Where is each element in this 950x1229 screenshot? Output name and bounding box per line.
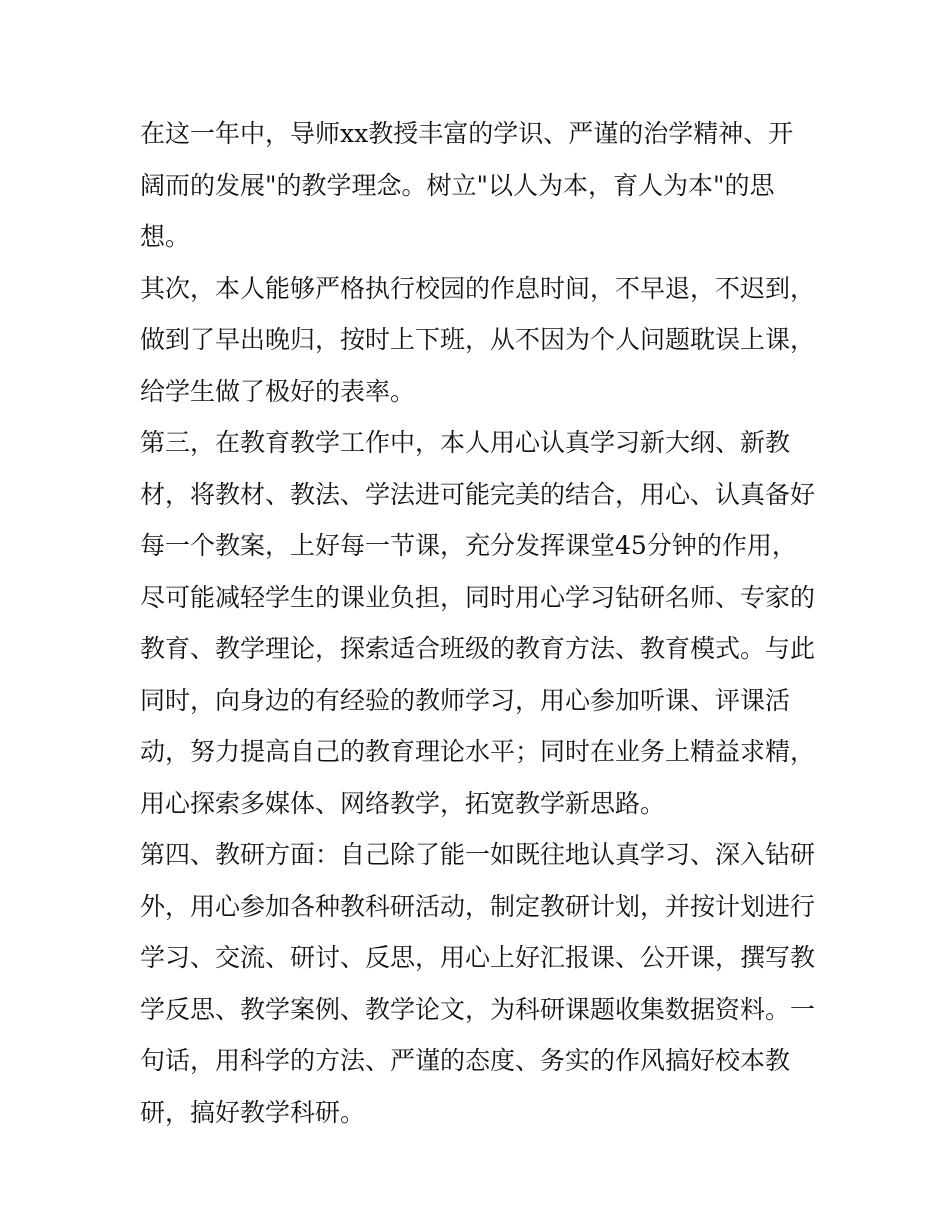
paragraph-advisor: 在这一年中，导师xx教授丰富的学识、严谨的治学精神、开 阔而的发展"的教学理念。树立"以人为本，育人为本"的思 想。 bbox=[140, 119, 794, 251]
paragraph-research: 第四、教研方面：自己除了能一如既往地认真学习、深入钻研 外，用心参加各种教科研活动，制定教研计划，并按计划进行 学习、交流、研讨、反思，用心上好汇报课、公开课，撰写教 学反思、教学案例、教学论文，为科研课题收集数据资料。一 句话，用科学的方法、严谨的态度、务实的作风搞好校本教 研，搞好教学科研。 bbox=[140, 840, 816, 1127]
paragraph-attendance: 其次，本人能够严格执行校园的作息时间，不早退，不迟到， 做到了早出晚归，按时上下班，从不因为个人问题耽误上课， 给学生做了极好的表率。 bbox=[140, 273, 816, 406]
paragraph-teaching: 第三，在教育教学工作中，本人用心认真学习新大纲、新教 材，将教材、教法、学法进可能完美的结合，用心、认真备好 每一个教案，上好每一节课，充分发挥课堂45分钟的作用， 尽可能减轻学生的课业负担，同时用心学习钻研名师、专家的 教育、教学理论，探索适合班级的教育方法、教育模式。与此 同时，向身边的有经验的教师学习，用心参加听课、评课活 动，努力提高自己的教育理论水平；同时在业务上精益求精， 用心探索多媒体、网络教学，拓宽教学新思路。 bbox=[140, 428, 816, 818]
document-body bbox=[140, 108, 820, 1138]
